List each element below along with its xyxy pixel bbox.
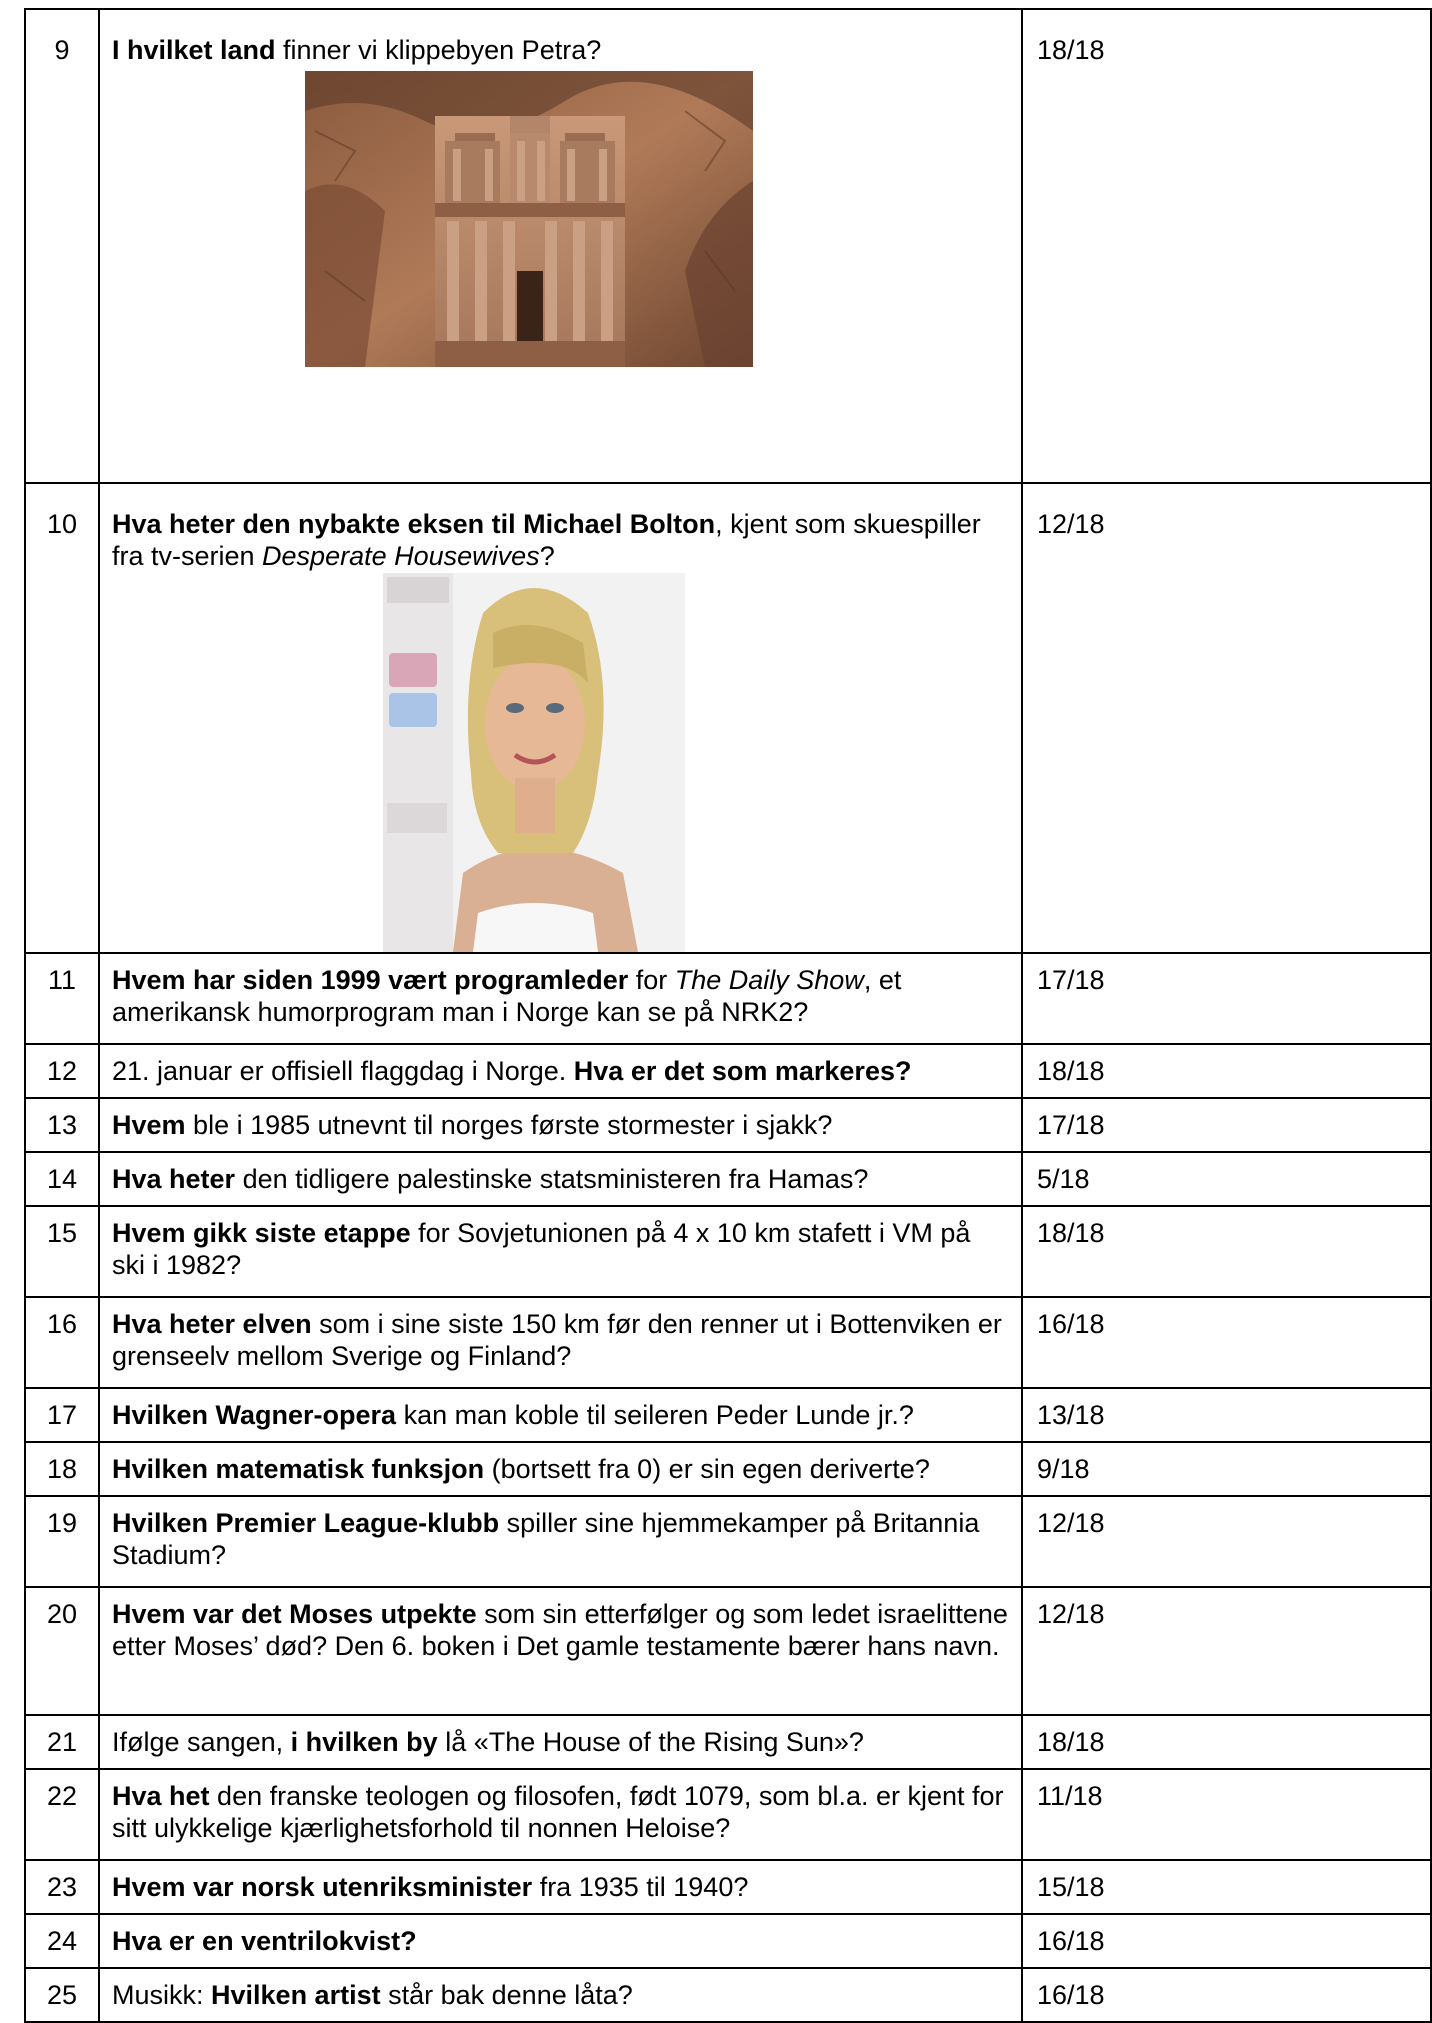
- question-fragment: kan man koble til seileren Peder Lunde jr.?: [396, 1400, 914, 1430]
- question-number: 15: [25, 1206, 99, 1297]
- question-number: 17: [25, 1388, 99, 1442]
- question-keyword: Hva heter: [112, 1164, 236, 1194]
- score: 18/18: [1022, 9, 1431, 483]
- question-line: [112, 1217, 1009, 1281]
- question-keyword: Hvem var norsk utenriksminister: [112, 1872, 533, 1902]
- question-text: [99, 1206, 1022, 1297]
- question-fragment: Musikk:: [112, 1980, 212, 2010]
- table-row: [25, 1715, 1431, 1769]
- question-text: [99, 1860, 1022, 1914]
- score: 12/18: [1022, 1496, 1431, 1587]
- table-row: [25, 1769, 1431, 1860]
- question-fragment: , et amerikansk humorprogram man i Norge kan se på NRK2?: [112, 965, 902, 1027]
- question-keyword: I hvilket land: [112, 35, 276, 65]
- table-row: [25, 483, 1431, 953]
- table-row: [25, 1442, 1431, 1496]
- question-number: 11: [25, 953, 99, 1044]
- question-number: 25: [25, 1968, 99, 2022]
- question-line: [112, 34, 1009, 66]
- score: 17/18: [1022, 953, 1431, 1044]
- question-keyword: Hva heter den nybakte eksen til Michael Bolton: [112, 509, 716, 539]
- score: 16/18: [1022, 1297, 1431, 1388]
- question-text: [99, 1044, 1022, 1098]
- question-text: [99, 1388, 1022, 1442]
- question-text: [99, 1715, 1022, 1769]
- question-line: [112, 1055, 1009, 1087]
- question-keyword: Hvilken artist: [211, 1980, 381, 2010]
- question-keyword: Hva heter elven: [112, 1309, 312, 1339]
- table-row: [25, 1388, 1431, 1442]
- question-number: 10: [25, 483, 99, 953]
- question-number: 12: [25, 1044, 99, 1098]
- question-fragment: ?: [539, 541, 555, 571]
- question-text: [99, 483, 1022, 953]
- score: 18/18: [1022, 1206, 1431, 1297]
- question-number: 21: [25, 1715, 99, 1769]
- question-fragment: som i sine siste 150 km før den renner ut i Bottenviken er grenseelv mellom Sverige og Finland?: [112, 1309, 1002, 1371]
- question-line: [112, 1163, 1009, 1195]
- question-line: [112, 1399, 1009, 1431]
- question-text: [99, 9, 1022, 483]
- score: 16/18: [1022, 1968, 1431, 2022]
- question-line: [112, 1726, 1009, 1758]
- question-fragment: fra 1935 til 1940?: [532, 1872, 749, 1902]
- table-row: [25, 1587, 1431, 1715]
- question-fragment: Ifølge sangen,: [112, 1727, 291, 1757]
- question-line: [112, 1979, 1009, 2011]
- question-number: 14: [25, 1152, 99, 1206]
- question-line: [112, 1780, 1009, 1844]
- question-fragment: den tidligere palestinske statsministeren fra Hamas?: [235, 1164, 869, 1194]
- question-keyword: Hvem var det Moses utpekte: [112, 1599, 477, 1629]
- question-keyword: Hvilken Premier League-klubb: [112, 1508, 500, 1538]
- table-row: [25, 1968, 1431, 2022]
- table-row: [25, 1297, 1431, 1388]
- question-number: 24: [25, 1914, 99, 1968]
- question-fragment: for Sovjetunionen på 4 x 10 km stafett i VM på ski i 1982?: [112, 1218, 971, 1280]
- question-line: [112, 1507, 1009, 1571]
- question-keyword: Hvem: [112, 1110, 186, 1140]
- actress-portrait-photo: [383, 573, 685, 952]
- question-text: [99, 1098, 1022, 1152]
- question-text: [99, 1587, 1022, 1715]
- question-line: [112, 1109, 1009, 1141]
- question-line: [112, 1453, 1009, 1485]
- question-line: [112, 1871, 1009, 1903]
- question-keyword: Hvem gikk siste etappe: [112, 1218, 411, 1248]
- table-row: [25, 1152, 1431, 1206]
- table-row: [25, 1206, 1431, 1297]
- score: 13/18: [1022, 1388, 1431, 1442]
- question-fragment: ble i 1985 utnevnt til norges første stormester i sjakk?: [185, 1110, 833, 1140]
- table-row: [25, 1098, 1431, 1152]
- question-fragment: som sin etterfølger og som ledet israelittene etter Moses’ død? Den 6. boken i Det gamle testamente bærer hans navn.: [112, 1599, 1008, 1661]
- question-fragment: 21. januar er offisiell flaggdag i Norge.: [112, 1056, 574, 1086]
- question-text: [99, 1152, 1022, 1206]
- score: 5/18: [1022, 1152, 1431, 1206]
- question-number: 22: [25, 1769, 99, 1860]
- table-row: [25, 1496, 1431, 1587]
- question-number: 13: [25, 1098, 99, 1152]
- table-row: [25, 1914, 1431, 1968]
- question-keyword: Hvilken matematisk funksjon: [112, 1454, 485, 1484]
- question-keyword: Hva het: [112, 1781, 210, 1811]
- question-fragment: den franske teologen og filosofen, født 1079, som bl.a. er kjent for sitt ulykkelige kjærlighetsforhold til nonnen Heloise?: [112, 1781, 1004, 1843]
- score: 12/18: [1022, 1587, 1431, 1715]
- question-fragment: finner vi klippebyen Petra?: [275, 35, 602, 65]
- question-number: 16: [25, 1297, 99, 1388]
- question-number: 19: [25, 1496, 99, 1587]
- question-title: The Daily Show: [674, 965, 864, 995]
- question-title: Desperate Housewives: [262, 541, 540, 571]
- question-keyword: Hvilken Wagner-opera: [112, 1400, 397, 1430]
- table-row: [25, 1044, 1431, 1098]
- question-fragment: lå «The House of the Rising Sun»?: [437, 1727, 864, 1757]
- score: 11/18: [1022, 1769, 1431, 1860]
- question-text: [99, 1442, 1022, 1496]
- table-row: [25, 9, 1431, 483]
- question-number: 20: [25, 1587, 99, 1715]
- question-line: [112, 964, 1009, 1028]
- question-text: [99, 1769, 1022, 1860]
- question-text: [99, 1297, 1022, 1388]
- score: 18/18: [1022, 1715, 1431, 1769]
- question-number: 23: [25, 1860, 99, 1914]
- question-fragment: står bak denne låta?: [380, 1980, 633, 2010]
- question-text: [99, 1968, 1022, 2022]
- question-number: 18: [25, 1442, 99, 1496]
- question-keyword: Hvem har siden 1999 vært programleder: [112, 965, 629, 995]
- question-number: 9: [25, 9, 99, 483]
- score: 16/18: [1022, 1914, 1431, 1968]
- question-keyword: i hvilken by: [290, 1727, 438, 1757]
- question-keyword: Hva er en ventrilokvist?: [112, 1926, 417, 1956]
- score: 17/18: [1022, 1098, 1431, 1152]
- question-line: [112, 508, 1009, 572]
- question-fragment: spiller sine hjemmekamper på Britannia Stadium?: [112, 1508, 980, 1570]
- score: 9/18: [1022, 1442, 1431, 1496]
- quiz-table-body: [25, 9, 1431, 2022]
- question-text: [99, 1914, 1022, 1968]
- quiz-table: [24, 8, 1432, 2023]
- question-line: [112, 1598, 1009, 1662]
- question-text: [99, 1496, 1022, 1587]
- table-row: [25, 1860, 1431, 1914]
- question-text: [99, 953, 1022, 1044]
- petra-treasury-photo: [305, 71, 753, 367]
- question-fragment: (bortsett fra 0) er sin egen deriverte?: [484, 1454, 930, 1484]
- question-keyword: Hva er det som markeres?: [573, 1056, 912, 1086]
- question-fragment: for: [628, 965, 675, 995]
- table-row: [25, 953, 1431, 1044]
- score: 18/18: [1022, 1044, 1431, 1098]
- question-line: [112, 1925, 1009, 1957]
- score: 12/18: [1022, 483, 1431, 953]
- question-fragment: , kjent som skuespiller fra tv-serien: [112, 509, 981, 571]
- question-line: [112, 1308, 1009, 1372]
- score: 15/18: [1022, 1860, 1431, 1914]
